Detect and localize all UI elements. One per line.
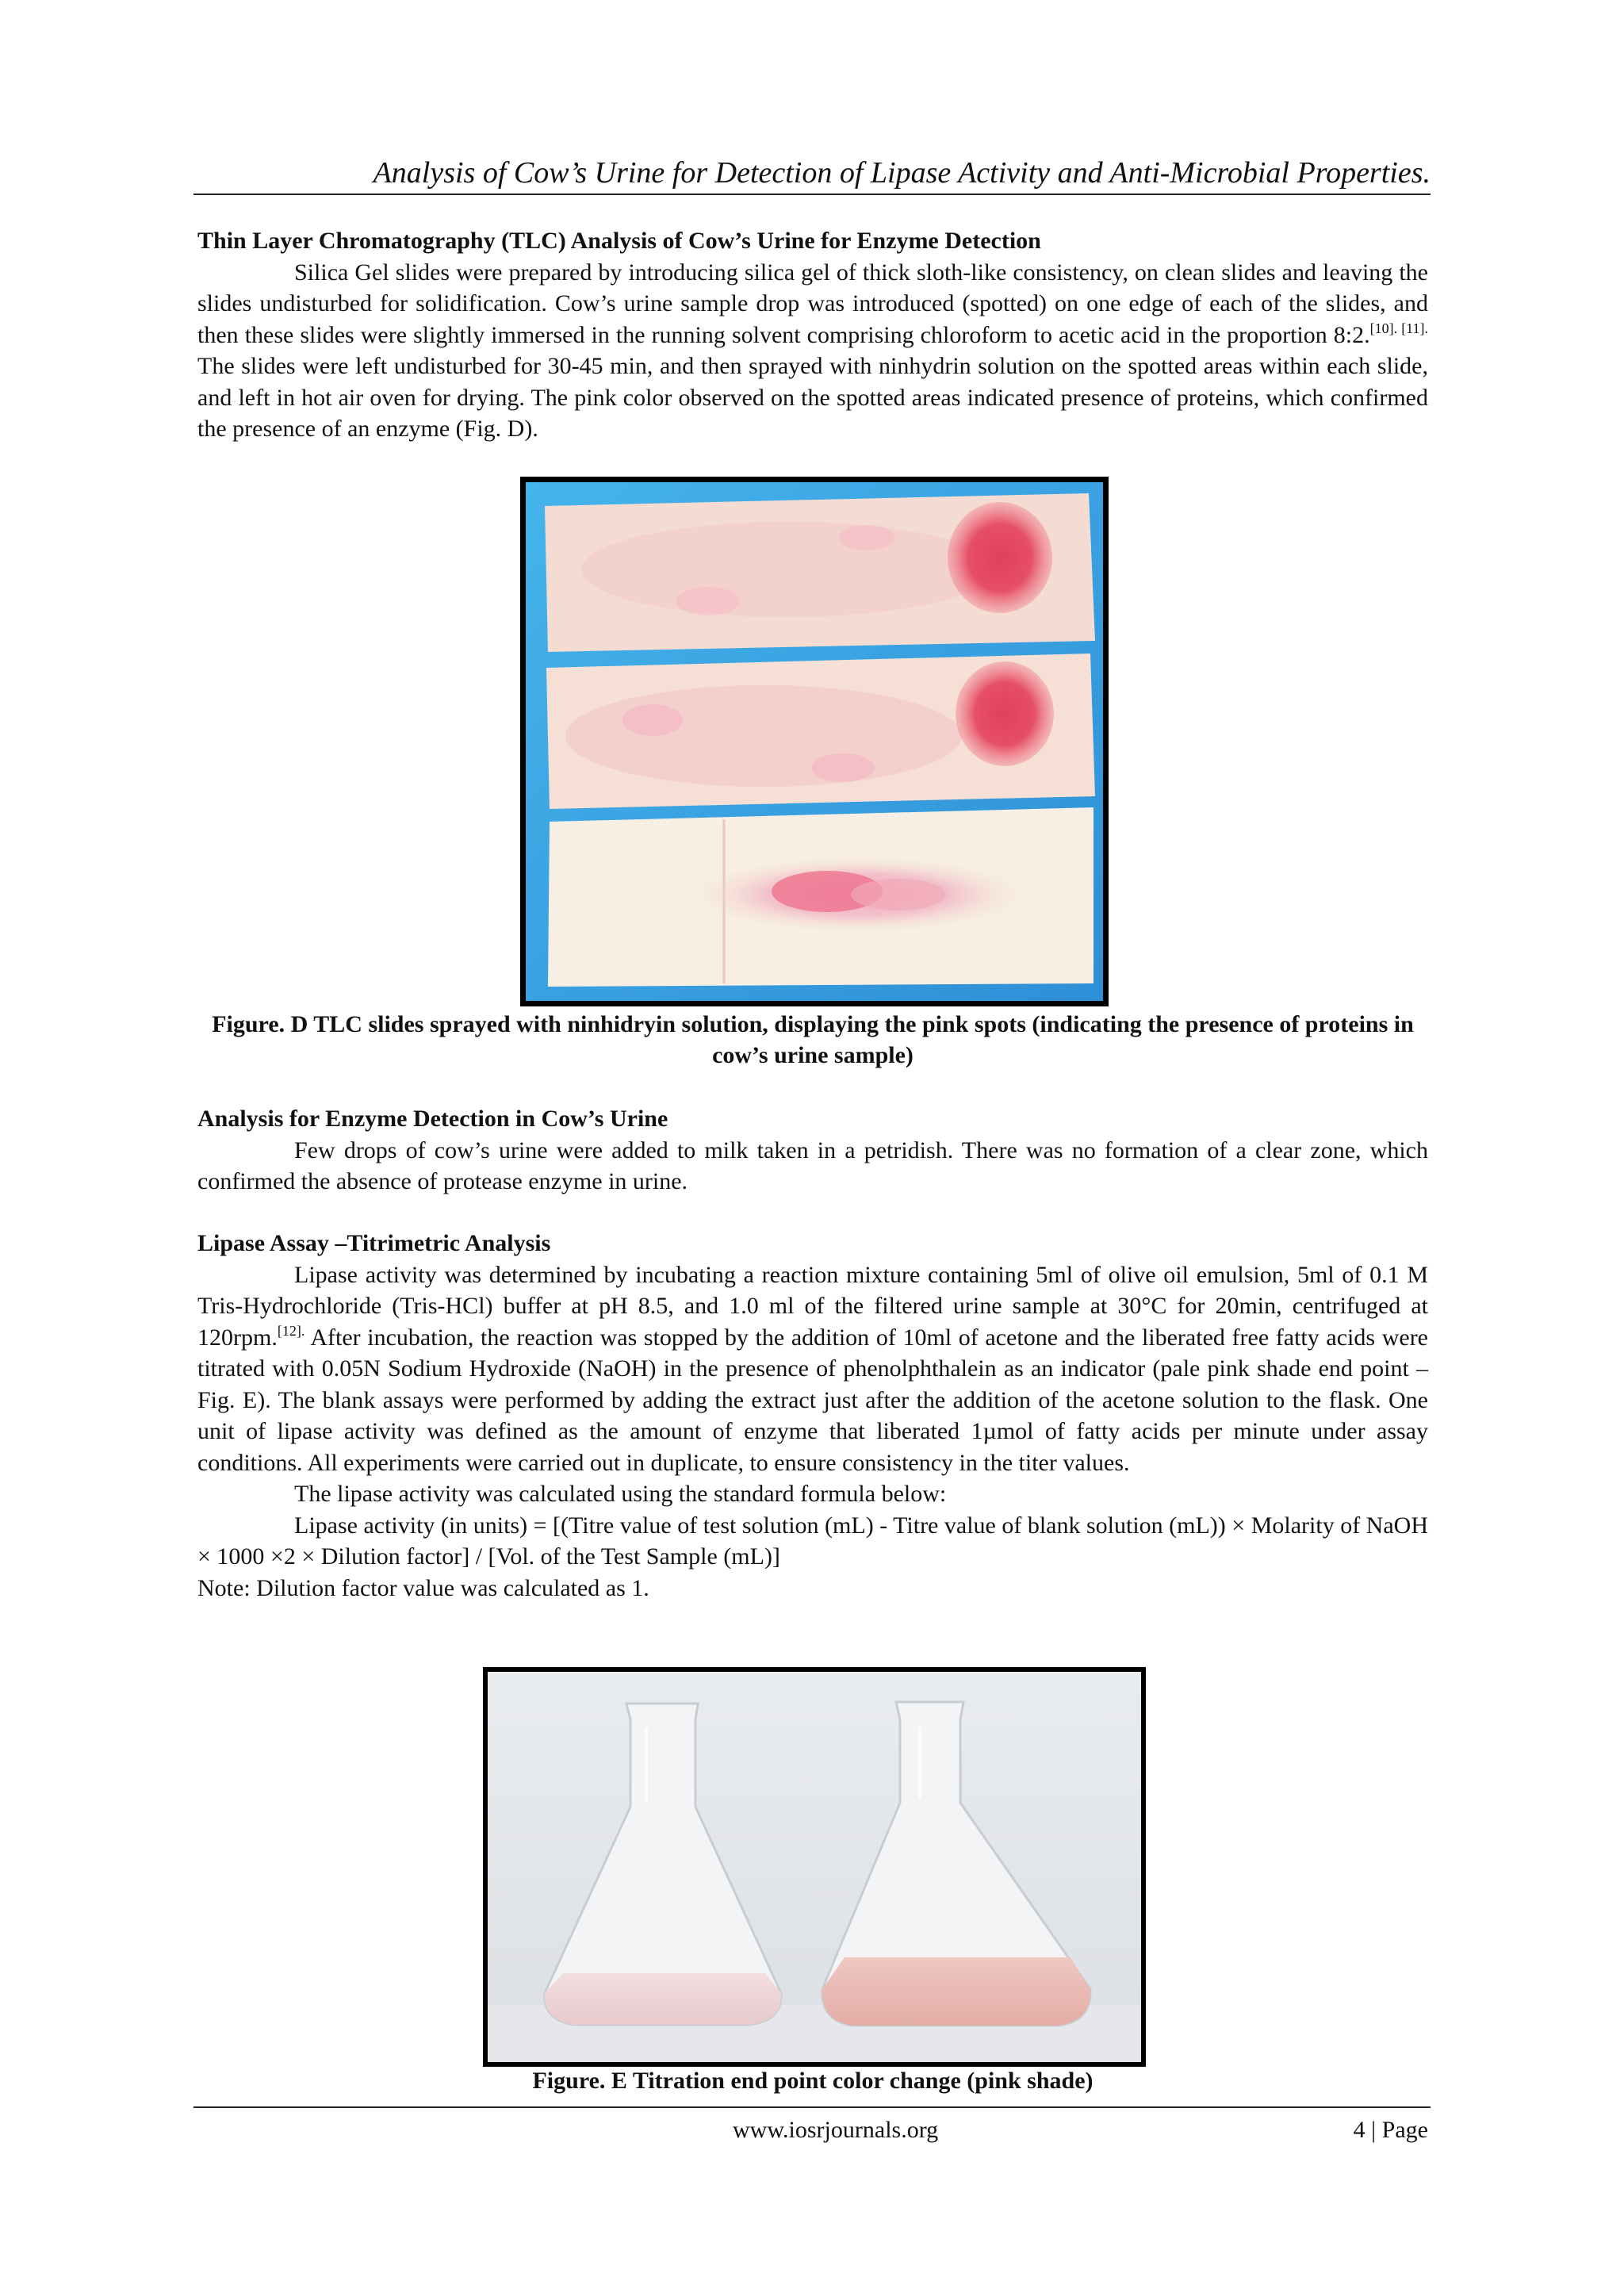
footer-website: www.iosrjournals.org bbox=[733, 2117, 939, 2143]
paragraph-lipase-text-b: After incubation, the reaction was stopped by the addition of 10ml of acetone and the liberated free fatty acids were titrated with 0.05N Sodium Hydroxide (NaOH) in the presence of phenolphthalein as an indicator (pale pink shade end point – Fig. E). The blank assays were performed by adding the extract just after the addition of the acetone solution to the flask. One unit of lipase activity was defined as the amount of enzyme that liberated 1µmol of fatty acids per minute under assay conditions. All experiments were carried out in duplicate, to ensure consistency in the titer values. bbox=[197, 1324, 1428, 1476]
section-enzyme-detection bbox=[197, 1103, 1428, 1198]
section-lipase-assay bbox=[197, 1228, 1428, 1604]
flask-right-solution bbox=[822, 1957, 1090, 2026]
section-heading-tlc: Thin Layer Chromatography (TLC) Analysis of Cow’s Urine for Enzyme Detection bbox=[197, 228, 1041, 254]
tlc-slide-2 bbox=[546, 654, 1095, 809]
footer-page-number: 4 | Page bbox=[1353, 2117, 1428, 2143]
header-rule bbox=[193, 194, 1431, 195]
tlc-slide-1 bbox=[545, 493, 1095, 652]
section-heading-lipase-assay: Lipase Assay –Titrimetric Analysis bbox=[197, 1230, 551, 1256]
citation-10-11: [10]. [11]. bbox=[1369, 320, 1429, 336]
formula-intro: The lipase activity was calculated using the standard formula below: bbox=[294, 1481, 947, 1507]
footer-rule bbox=[193, 2106, 1431, 2108]
paragraph-lipase-text-a: Lipase activity was determined by incubating a reaction mixture containing 5ml of olive oil emulsion, 5ml of 0.1 M Tris-Hydrochloride (Tris-HCl) buffer at pH 8.5, and 1.0 ml of the filtered urine sample at 30°C for 20min, centrifuged at 120rpm. bbox=[197, 1261, 1428, 1351]
protein-spot-1 bbox=[948, 502, 1052, 613]
dilution-note: Note: Dilution factor value was calculated as 1. bbox=[197, 1574, 649, 1601]
paragraph-enzyme-detection: Few drops of cow’s urine were added to milk taken in a petridish. There was no formation of a clear zone, which confirmed the absence of protease enzyme in urine. bbox=[197, 1137, 1428, 1194]
titration-flasks-photo bbox=[488, 1672, 1141, 2062]
tlc-slide-3 bbox=[548, 807, 1094, 987]
figure-d-caption: Figure. D TLC slides sprayed with ninhidryin solution, displaying the pink spots (indicating the presence of proteins in cow’s urine sample) bbox=[212, 1011, 1414, 1068]
paragraph-tlc-text-a: Silica Gel slides were prepared by introducing silica gel of thick sloth-like consistency, on clean slides and leaving the slides undisturbed for solidification. Cow’s urine sample drop was introduced (spotted) on one edge of each of the slides, and then these slides were slightly immersed in the running solvent comprising chloroform to acetic acid in the proportion 8:2. bbox=[197, 259, 1428, 348]
paragraph-tlc bbox=[197, 257, 1428, 445]
figure-e-image bbox=[483, 1667, 1146, 2067]
flask-left-solution bbox=[545, 1973, 781, 2025]
section-heading-enzyme-detection: Analysis for Enzyme Detection in Cow’s Urine bbox=[197, 1106, 668, 1132]
running-head: Analysis of Cow’s Urine for Detection of Lipase Activity and Anti-Microbial Properties. bbox=[373, 156, 1431, 190]
paragraph-tlc-text-b: The slides were left undisturbed for 30-45 min, and then sprayed with ninhydrin solution on the spotted areas within each slide, and left in hot air oven for drying. The pink color observed on the spotted areas indicated presence of proteins, which confirmed the presence of an enzyme (Fig. D). bbox=[197, 353, 1428, 442]
protein-spot-2 bbox=[956, 661, 1054, 766]
figure-d-image bbox=[520, 477, 1109, 1006]
paragraph-lipase-method bbox=[197, 1259, 1428, 1479]
tlc-slides-photo bbox=[526, 482, 1103, 1001]
citation-12: [12]. bbox=[277, 1322, 305, 1339]
figure-e-caption: Figure. E Titration end point color change (pink shade) bbox=[532, 2068, 1094, 2094]
section-tlc bbox=[197, 225, 1428, 445]
lipase-formula: Lipase activity (in units) = [(Titre value of test solution (mL) - Titre value of blank solution (mL)) × Molarity of NaOH × 1000 ×2 × Dilution factor] / [Vol. of the Test Sample (mL)] bbox=[197, 1512, 1428, 1570]
